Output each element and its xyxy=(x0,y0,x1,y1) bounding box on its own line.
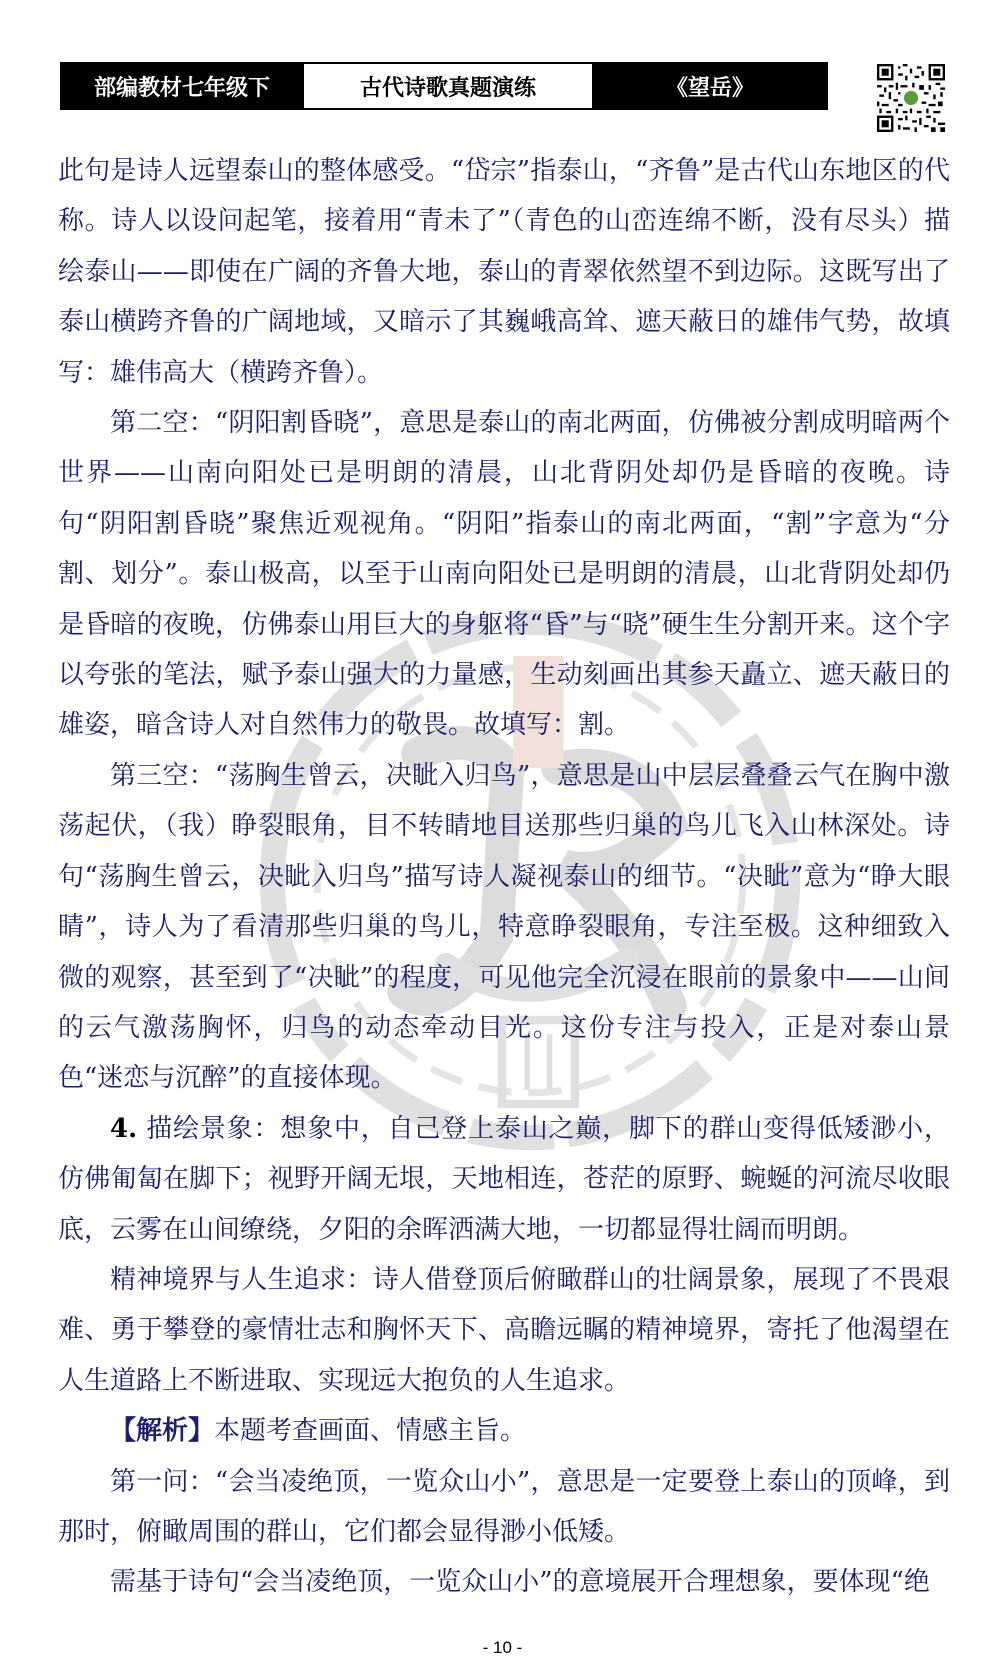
question-number: 4. xyxy=(110,1113,138,1144)
paragraph-spirit: 精神境界与人生追求：诗人借登顶后俯瞰群山的壮阔景象，展现了不畏艰难、勇于攀登的豪情壮志和胸怀天下、高瞻远瞩的精神境界，寄托了他渴望在人生道路上不断进取、实现远大抱负的人生追求。 xyxy=(58,1264,950,1396)
paragraph-analysis xyxy=(58,1406,950,1456)
article-body xyxy=(58,146,950,1608)
question-4-text: 描绘景象：想象中，自己登上泰山之巅，脚下的群山变得低矮渺小，仿佛匍匐在脚下；视野开阔无垠，天地相连，苍茫的原野、蜿蜒的河流尽收眼底，云雾在山间缭绕，夕阳的余晖洒满大地，一切都显得壮阔而明朗。 xyxy=(58,1113,950,1245)
header-poem-title: 《望岳》 xyxy=(594,64,826,108)
paragraph-continuation: 此句是诗人远望泰山的整体感受。“岱宗”指泰山，“齐鲁”是古代山东地区的代称。诗人以设问起笔，接着用“青未了”（青色的山峦连绵不断，没有尽头）描绘泰山——即使在广阔的齐鲁大地，泰山的青翠依然望不到边际。这既写出了泰山横跨齐鲁的广阔地域，又暗示了其巍峨高耸、遮天蔽日的雄伟气势，故填写：雄伟高大（横跨齐鲁）。 xyxy=(58,156,950,388)
header-grade: 部编教材七年级下 xyxy=(62,64,302,108)
paragraph-first-question: 第一问：“会当凌绝顶，一览众山小”，意思是一定要登上泰山的顶峰，到那时，俯瞰周围的群山，它们都会显得渺小低矮。 xyxy=(58,1466,950,1547)
page-number: - 10 - xyxy=(482,1638,523,1657)
analysis-text: 本题考查画面、情感主旨。 xyxy=(214,1416,527,1447)
paragraph-third-blank: 第三空：“荡胸生曾云，决眦入归鸟”，意思是山中层层叠叠云气在胸中激荡起伏，（我）睁裂眼角，目不转睛地目送那些归巢的鸟儿飞入山林深处。诗句“荡胸生曾云，决眦入归鸟”描写诗人凝视泰山的细节。“决眦”意为“睁大眼睛”，诗人为了看清那些归巢的鸟儿，特意睁裂眼角，专注至极。这种细致入微的观察，甚至到了“决眦”的程度，可见他完全沉浸在眼前的景象中——山间的云气激荡胸怀，归鸟的动态牵动目光。这份专注与投入，正是对泰山景色“迷恋与沉醉”的直接体现。 xyxy=(58,760,950,1094)
paragraph-question-4 xyxy=(58,1104,950,1255)
analysis-label: 【解析】 xyxy=(110,1416,215,1447)
qr-code-icon xyxy=(877,64,945,132)
paragraph-imagination: 需基于诗句“会当凌绝顶，一览众山小”的意境展开合理想象，要体现“绝 xyxy=(110,1567,930,1598)
paragraph-second-blank: 第二空：“阴阳割昏晓”，意思是泰山的南北两面，仿佛被分割成明暗两个世界——山南向阳处已是明朗的清晨，山北背阴处却仍是昏暗的夜晚。诗句“阴阳割昏晓”聚焦近观视角。“阴阳”指泰山的南北两面，“割”字意为“分割、划分”。泰山极高，以至于山南向阳处已是明朗的清晨，山北背阴处却仍是昏暗的夜晚，仿佛泰山用巨大的身躯将“昏”与“晓”硬生生分割开来。这个字以夸张的笔法，赋予泰山强大的力量感，生动刻画出其参天矗立、遮天蔽日的雄姿，暗含诗人对自然伟力的敬畏。故填写：割。 xyxy=(58,408,950,741)
header-table xyxy=(60,62,828,110)
header-topic: 古代诗歌真题演练 xyxy=(302,64,594,108)
